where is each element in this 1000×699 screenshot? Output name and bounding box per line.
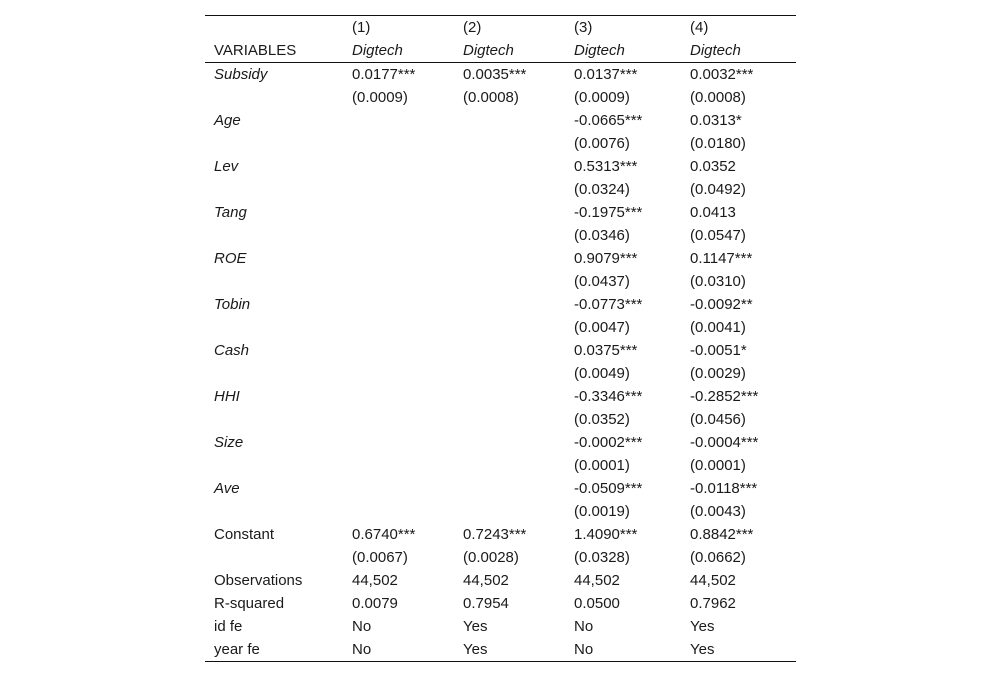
statistic-row bbox=[205, 569, 796, 592]
standard-error-cell: (0.0019) bbox=[574, 503, 630, 520]
coefficient-row bbox=[205, 523, 796, 546]
coefficient-cell bbox=[454, 293, 565, 316]
standard-error-cell: (0.0009) bbox=[574, 89, 630, 106]
variable-name: Subsidy bbox=[214, 66, 268, 83]
coefficient-cell: 0.0413 bbox=[690, 204, 736, 221]
dependent-variable-label: Digtech bbox=[343, 39, 454, 63]
dependent-variable-row bbox=[205, 39, 796, 63]
statistic-value: Yes bbox=[463, 618, 488, 635]
statistic-value: No bbox=[574, 618, 594, 635]
standard-error-cell bbox=[343, 270, 454, 293]
standard-error-row bbox=[205, 178, 796, 201]
standard-error-row bbox=[205, 362, 796, 385]
standard-error-cell bbox=[343, 362, 454, 385]
standard-error-cell bbox=[454, 500, 565, 523]
statistic-value: 0.0500 bbox=[574, 595, 620, 612]
standard-error-cell bbox=[454, 224, 565, 247]
standard-error-cell bbox=[454, 316, 565, 339]
dependent-variable-label: Digtech bbox=[454, 39, 565, 63]
coefficient-cell bbox=[343, 477, 454, 500]
statistic-name: id fe bbox=[214, 618, 243, 635]
standard-error-row bbox=[205, 270, 796, 293]
coefficient-cell: 0.0375*** bbox=[574, 342, 638, 359]
statistic-name: Observations bbox=[214, 572, 303, 589]
coefficient-cell: 0.0035*** bbox=[463, 66, 527, 83]
coefficient-cell: -0.0118*** bbox=[690, 480, 758, 497]
coefficient-cell: 0.5313*** bbox=[574, 158, 638, 175]
coefficient-cell bbox=[343, 201, 454, 224]
statistic-name: R-squared bbox=[214, 595, 285, 612]
coefficient-cell bbox=[454, 201, 565, 224]
variable-name: Cash bbox=[214, 342, 250, 359]
standard-error-cell bbox=[343, 178, 454, 201]
standard-error-cell: (0.0001) bbox=[690, 457, 746, 474]
standard-error-cell: (0.0008) bbox=[463, 89, 519, 106]
coefficient-rows bbox=[205, 63, 796, 570]
standard-error-row bbox=[205, 224, 796, 247]
variable-name: Constant bbox=[214, 526, 275, 543]
coefficient-cell: 0.0313* bbox=[690, 112, 742, 129]
header-blank-cell bbox=[205, 16, 343, 40]
dependent-variable-label: Digtech bbox=[565, 39, 681, 63]
standard-error-cell: (0.0352) bbox=[574, 411, 630, 428]
coefficient-cell bbox=[454, 247, 565, 270]
variable-name: ROE bbox=[214, 250, 247, 267]
coefficient-cell: 0.0032*** bbox=[690, 66, 754, 83]
standard-error-cell bbox=[454, 178, 565, 201]
variable-name: Ave bbox=[214, 480, 240, 497]
standard-error-row bbox=[205, 500, 796, 523]
standard-error-cell: (0.0310) bbox=[690, 273, 746, 290]
standard-error-cell: (0.0009) bbox=[352, 89, 408, 106]
standard-error-cell: (0.0437) bbox=[574, 273, 630, 290]
column-number-row bbox=[205, 16, 796, 40]
standard-error-cell: (0.0067) bbox=[352, 549, 408, 566]
coefficient-cell bbox=[454, 431, 565, 454]
coefficient-cell bbox=[343, 247, 454, 270]
blank-cell bbox=[205, 316, 343, 339]
statistic-value: Yes bbox=[454, 638, 565, 662]
coefficient-cell bbox=[343, 385, 454, 408]
standard-error-row bbox=[205, 316, 796, 339]
blank-cell bbox=[205, 178, 343, 201]
statistic-value: No bbox=[343, 638, 454, 662]
coefficient-row bbox=[205, 431, 796, 454]
coefficient-row bbox=[205, 477, 796, 500]
standard-error-cell bbox=[343, 500, 454, 523]
coefficient-cell: -0.0509*** bbox=[574, 480, 643, 497]
standard-error-cell bbox=[454, 454, 565, 477]
coefficient-row bbox=[205, 63, 796, 87]
column-number: (3) bbox=[565, 16, 681, 40]
standard-error-cell: (0.0008) bbox=[690, 89, 746, 106]
standard-error-row bbox=[205, 546, 796, 569]
standard-error-cell: (0.0076) bbox=[574, 135, 630, 152]
statistic-value: 44,502 bbox=[690, 572, 736, 589]
blank-cell bbox=[205, 546, 343, 569]
blank-cell bbox=[205, 408, 343, 431]
statistic-value: 0.7954 bbox=[463, 595, 509, 612]
variable-name: Age bbox=[214, 112, 241, 129]
coefficient-cell: 0.6740*** bbox=[352, 526, 416, 543]
standard-error-cell: (0.0180) bbox=[690, 135, 746, 152]
standard-error-row bbox=[205, 86, 796, 109]
coefficient-cell: -0.3346*** bbox=[574, 388, 643, 405]
blank-cell bbox=[205, 500, 343, 523]
standard-error-cell bbox=[343, 224, 454, 247]
coefficient-cell: 1.4090*** bbox=[574, 526, 638, 543]
blank-cell bbox=[205, 132, 343, 155]
coefficient-cell bbox=[454, 339, 565, 362]
standard-error-cell: (0.0028) bbox=[463, 549, 519, 566]
coefficient-row bbox=[205, 109, 796, 132]
coefficient-cell: 0.9079*** bbox=[574, 250, 638, 267]
coefficient-cell bbox=[454, 109, 565, 132]
blank-cell bbox=[205, 86, 343, 109]
standard-error-cell: (0.0346) bbox=[574, 227, 630, 244]
coefficient-cell: -0.0092** bbox=[690, 296, 753, 313]
statistic-name: year fe bbox=[205, 638, 343, 662]
standard-error-cell bbox=[343, 454, 454, 477]
standard-error-cell bbox=[454, 270, 565, 293]
variables-header: VARIABLES bbox=[205, 39, 343, 63]
statistic-value: No bbox=[565, 638, 681, 662]
blank-cell bbox=[205, 362, 343, 385]
statistic-row bbox=[205, 615, 796, 638]
coefficient-cell: -0.2852*** bbox=[690, 388, 759, 405]
coefficient-row bbox=[205, 339, 796, 362]
standard-error-cell: (0.0662) bbox=[690, 549, 746, 566]
variable-name: Tobin bbox=[214, 296, 251, 313]
standard-error-cell: (0.0324) bbox=[574, 181, 630, 198]
coefficient-cell: -0.0004*** bbox=[690, 434, 759, 451]
coefficient-cell bbox=[454, 385, 565, 408]
standard-error-cell: (0.0047) bbox=[574, 319, 630, 336]
coefficient-cell: 0.0177*** bbox=[352, 66, 416, 83]
column-number: (4) bbox=[681, 16, 796, 40]
standard-error-cell: (0.0456) bbox=[690, 411, 746, 428]
standard-error-cell bbox=[454, 362, 565, 385]
standard-error-cell: (0.0043) bbox=[690, 503, 746, 520]
coefficient-cell bbox=[454, 477, 565, 500]
standard-error-cell: (0.0001) bbox=[574, 457, 630, 474]
column-number: (2) bbox=[454, 16, 565, 40]
coefficient-cell: 0.8842*** bbox=[690, 526, 754, 543]
statistic-value: 44,502 bbox=[352, 572, 398, 589]
statistic-value: 0.0079 bbox=[352, 595, 398, 612]
statistic-value: 44,502 bbox=[574, 572, 620, 589]
coefficient-cell: 0.0352 bbox=[690, 158, 736, 175]
variable-name: HHI bbox=[214, 388, 240, 405]
coefficient-cell bbox=[343, 293, 454, 316]
coefficient-cell: -0.0002*** bbox=[574, 434, 643, 451]
variable-name: Tang bbox=[214, 204, 247, 221]
coefficient-cell: 0.7243*** bbox=[463, 526, 527, 543]
column-number: (1) bbox=[343, 16, 454, 40]
statistic-row bbox=[205, 592, 796, 615]
variable-name: Size bbox=[214, 434, 244, 451]
coefficient-cell bbox=[454, 155, 565, 178]
statistics-rows bbox=[205, 569, 796, 662]
coefficient-cell: -0.0773*** bbox=[574, 296, 643, 313]
statistic-value: 0.7962 bbox=[690, 595, 736, 612]
standard-error-cell bbox=[343, 132, 454, 155]
coefficient-cell: -0.1975*** bbox=[574, 204, 643, 221]
coefficient-cell: -0.0665*** bbox=[574, 112, 643, 129]
standard-error-cell: (0.0049) bbox=[574, 365, 630, 382]
blank-cell bbox=[205, 454, 343, 477]
blank-cell bbox=[205, 270, 343, 293]
coefficient-row bbox=[205, 201, 796, 224]
variable-name: Lev bbox=[214, 158, 239, 175]
coefficient-cell bbox=[343, 339, 454, 362]
standard-error-cell: (0.0492) bbox=[690, 181, 746, 198]
coefficient-cell: 0.0137*** bbox=[574, 66, 638, 83]
standard-error-cell: (0.0029) bbox=[690, 365, 746, 382]
standard-error-cell: (0.0547) bbox=[690, 227, 746, 244]
dependent-variable-label: Digtech bbox=[681, 39, 796, 63]
standard-error-row bbox=[205, 408, 796, 431]
coefficient-row bbox=[205, 155, 796, 178]
statistic-value: Yes bbox=[690, 618, 715, 635]
coefficient-cell: -0.0051* bbox=[690, 342, 747, 359]
statistic-row bbox=[205, 638, 796, 662]
standard-error-cell bbox=[343, 408, 454, 431]
standard-error-cell: (0.0328) bbox=[574, 549, 630, 566]
statistic-value: 44,502 bbox=[463, 572, 509, 589]
coefficient-row bbox=[205, 247, 796, 270]
coefficient-cell bbox=[343, 109, 454, 132]
standard-error-cell bbox=[343, 316, 454, 339]
standard-error-cell bbox=[454, 132, 565, 155]
statistic-value: No bbox=[352, 618, 372, 635]
regression-table bbox=[205, 15, 796, 662]
standard-error-cell bbox=[454, 408, 565, 431]
coefficient-cell bbox=[343, 431, 454, 454]
standard-error-row bbox=[205, 132, 796, 155]
coefficient-row bbox=[205, 385, 796, 408]
blank-cell bbox=[205, 224, 343, 247]
coefficient-cell: 0.1147*** bbox=[690, 250, 753, 267]
statistic-value: Yes bbox=[681, 638, 796, 662]
standard-error-cell: (0.0041) bbox=[690, 319, 746, 336]
standard-error-row bbox=[205, 454, 796, 477]
coefficient-row bbox=[205, 293, 796, 316]
coefficient-cell bbox=[343, 155, 454, 178]
